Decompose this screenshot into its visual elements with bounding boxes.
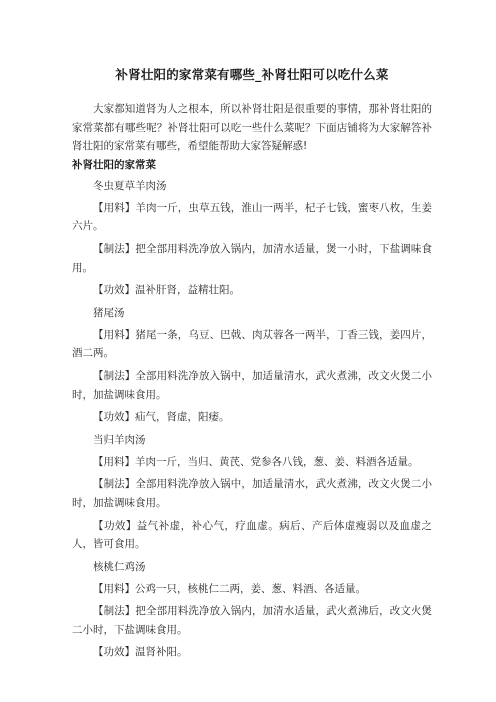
recipe-1 <box>72 177 432 300</box>
recipe-method: 【制法】把全部用料洗净放入锅内，加清水适量，煲一小时，下盐调味食用。 <box>72 242 432 274</box>
section-heading: 补肾壮阳的家常菜 <box>72 158 156 171</box>
recipe-4 <box>72 558 432 662</box>
recipe-effect: 【功效】温肾补阳。 <box>93 646 188 659</box>
recipe-effect: 【功效】益气补虚，补心气，疗血虚。病后、产后体虚瘦弱以及血虚之人，皆可食用。 <box>72 519 432 551</box>
recipe-effect: 【功效】温补肝肾，益精壮阳。 <box>93 284 240 297</box>
page-title: 补肾壮阳的家常菜有哪些_补肾壮阳可以吃什么菜 <box>115 67 389 82</box>
recipe-name: 当归羊肉汤 <box>93 433 146 446</box>
recipe-name: 核桃仁鸡汤 <box>93 560 146 573</box>
recipe-method: 【制法】全部用料洗净放入锅中，加适量清水，武火煮沸，改文火煲二小时，加盐调味食用。 <box>72 478 432 509</box>
recipe-name: 冬虫夏草羊肉汤 <box>93 179 167 192</box>
intro-paragraph: 大家都知道肾为人之根本，所以补肾壮阳是很重要的事情，那补肾壮阳的家常菜都有哪些呢？补肾壮阳可以吃一些什么菜呢？下面店铺将为大家解答补肾壮阳的家常菜有哪些，希望能帮助大家答疑解惑! <box>72 103 432 153</box>
recipe-ingredients: 【用料】羊肉一斤，虫草五钱，淮山一两半，杞子七钱，蜜枣八枚，生姜六片。 <box>72 201 432 233</box>
recipe-name: 猪尾汤 <box>93 306 125 319</box>
recipe-method: 【制法】全部用料洗净放入锅中，加适量清水，武火煮沸，改文火煲二小时，加盐调味食用。 <box>72 369 432 401</box>
recipe-ingredients: 【用料】羊肉一斤，当归、黄芪、党参各八钱，葱、姜、料酒各适量。 <box>93 455 419 468</box>
recipe-ingredients: 【用料】猪尾一条，乌豆、巴戟、肉苁蓉各一两半，丁香三钱，姜四片，酒二两。 <box>72 328 432 360</box>
recipe-method: 【制法】把全部用料洗净放入锅内，加清水适量，武火煮沸后，改文火煲二小时，下盐调味食用。 <box>72 605 432 636</box>
recipe-ingredients: 【用料】公鸡一只，核桃仁二两，姜、葱、料酒、各适量。 <box>93 582 366 595</box>
recipe-effect: 【功效】疝气，肾虚，阳痿。 <box>93 411 230 424</box>
recipe-3 <box>72 431 432 554</box>
recipe-2 <box>72 304 432 427</box>
